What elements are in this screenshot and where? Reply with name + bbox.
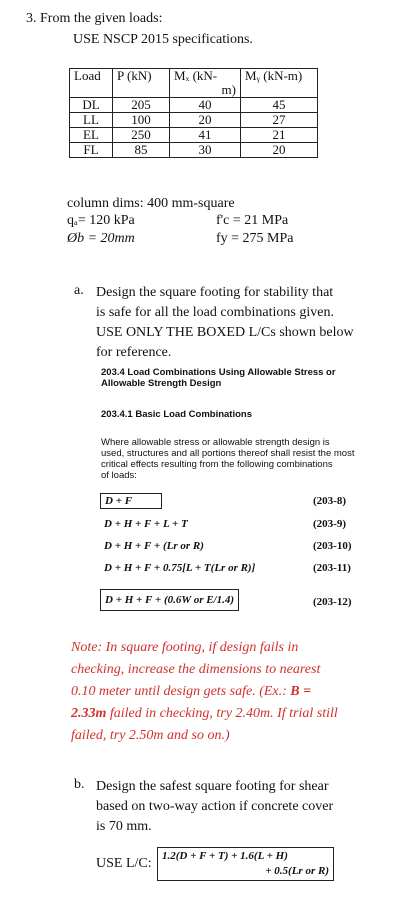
cell-load: LL [70, 113, 113, 128]
combo-203-10: D + H + F + (Lr or R) [104, 540, 204, 552]
part-a-line: USE ONLY THE BOXED L/Cs shown below [96, 325, 354, 340]
paragraph-line: used, structures and all portions thereof shall resist the most [101, 448, 355, 459]
note-line4-text: failed in checking, try 2.40m. If trial still [106, 706, 338, 721]
question-number: 3. [26, 11, 37, 26]
paragraph-line: Where allowable stress or allowable strength design is [101, 437, 330, 448]
table-row [70, 128, 318, 143]
combo-ref: (203-9) [313, 518, 346, 530]
lc-formula-line2: + 0.5(Lr or R) [265, 865, 329, 877]
table-row [70, 113, 318, 128]
combo-ref: (203-11) [313, 562, 351, 574]
section-203-4-1: 203.4.1 Basic Load Combinations [101, 409, 252, 420]
question-header [26, 11, 163, 27]
table-row [70, 98, 318, 113]
fy-value: fy = 275 MPa [216, 231, 294, 246]
header-mx [170, 69, 241, 98]
column-dims: column dims: 400 mm-square [67, 196, 235, 211]
header-mx-line2: m) [221, 82, 236, 97]
combo-203-8-boxed: D + F [100, 493, 162, 509]
note-line [71, 681, 338, 703]
spec-line: USE NSCP 2015 specifications. [73, 32, 253, 47]
cell-p: 250 [113, 128, 170, 143]
part-a-line: Design the square footing for stability that [96, 285, 334, 300]
cell-my: 27 [241, 113, 318, 128]
cell-my: 20 [241, 143, 318, 158]
cell-load: DL [70, 98, 113, 113]
combo-203-9: D + H + F + L + T [104, 518, 188, 530]
cell-p: 100 [113, 113, 170, 128]
part-a-line: is safe for all the load combinations given. [96, 305, 334, 320]
cell-my: 45 [241, 98, 318, 113]
note-line: failed, try 2.50m and so on.) [71, 728, 230, 743]
header-load: Load [70, 69, 113, 98]
part-b-line: based on two-way action if concrete cover [96, 799, 334, 814]
part-a-line: for reference. [96, 345, 172, 360]
note-line: checking, increase the dimensions to nearest [71, 662, 321, 677]
header-p: P (kN) [113, 69, 170, 98]
part-a-label: a. [74, 283, 84, 298]
qa-value: qₐ= 120 kPa [67, 213, 135, 228]
part-b-line: Design the safest square footing for shear [96, 779, 329, 794]
combo-ref: (203-8) [313, 495, 346, 507]
note-text [71, 637, 338, 747]
part-b-label: b. [74, 777, 85, 792]
use-lc-label: USE L/C: [96, 856, 152, 871]
combo-ref: (203-10) [313, 540, 352, 552]
cell-load: FL [70, 143, 113, 158]
section-203-4-subtitle: Allowable Strength Design [101, 378, 222, 389]
table-header-row [70, 69, 318, 98]
cell-mx: 41 [170, 128, 241, 143]
db-value: Øb = 20mm [67, 231, 135, 246]
section-203-4: 203.4 Load Combinations Using Allowable Stress or [101, 367, 336, 378]
table-row [70, 143, 318, 158]
combo-203-11: D + H + F + 0.75[L + T(Lr or R)] [104, 562, 256, 574]
cell-load: EL [70, 128, 113, 143]
part-b-text [96, 777, 333, 837]
note-trial-value: 2.33m [71, 706, 107, 721]
fc-value: f'c = 21 MPa [216, 213, 289, 228]
cell-mx: 30 [170, 143, 241, 158]
lc-formula-box [157, 847, 334, 881]
part-b-line: is 70 mm. [96, 819, 152, 834]
note-line [71, 703, 338, 725]
note-line: Note: In square footing, if design fails in [71, 640, 299, 655]
question-title: From the given loads: [40, 11, 163, 26]
combo-ref: (203-12) [313, 596, 352, 608]
header-my: Mᵧ (kN-m) [241, 69, 318, 98]
cell-mx: 40 [170, 98, 241, 113]
cell-p: 205 [113, 98, 170, 113]
note-b-symbol: B = [290, 684, 312, 699]
combo-203-12-boxed: D + H + F + (0.6W or E/1.4) [100, 589, 239, 611]
paragraph-line: of loads: [101, 470, 137, 481]
cell-p: 85 [113, 143, 170, 158]
part-a-text [96, 283, 354, 363]
cell-mx: 20 [170, 113, 241, 128]
cell-my: 21 [241, 128, 318, 143]
header-mx-line1: Mₓ (kN- [174, 68, 218, 83]
note-line3-text: 0.10 meter until design gets safe. (Ex.: [71, 684, 291, 699]
code-paragraph [101, 437, 354, 481]
paragraph-line: critical effects resulting from the following combinations [101, 459, 333, 470]
lc-formula-line1: 1.2(D + F + T) + 1.6(L + H) [162, 850, 288, 862]
loads-table [69, 68, 318, 158]
